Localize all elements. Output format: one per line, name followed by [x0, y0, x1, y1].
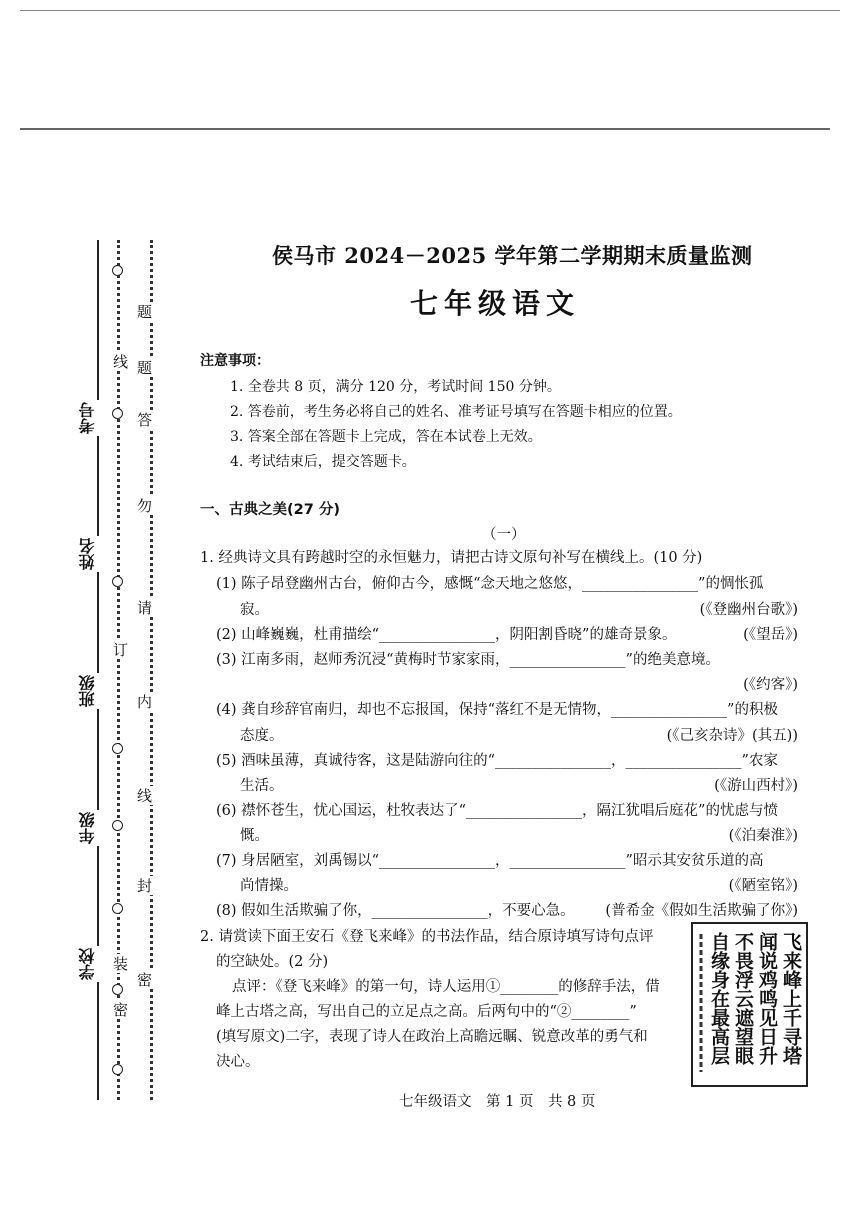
notes-heading: 注意事项：	[200, 353, 270, 369]
binding-hole	[112, 743, 123, 754]
binding-inner-char: 装	[111, 956, 129, 971]
q1-item-7: (7) 身居陋室，刘禹锡以“________________，________________”昭示其安贫乐道的高	[216, 853, 764, 869]
q1-item-2: (2) 山峰巍巍，杜甫描绘“________________，阴阳割昏晓”的雄奇景象。	[216, 627, 677, 643]
question-2-comment-cont: (填写原文)二字，表现了诗人在政治上高瞻远瞩、锐意改革的勇气和	[216, 1029, 648, 1045]
binding-hole	[112, 576, 123, 587]
binding-seal-char: 内	[135, 694, 153, 709]
q1-item-4-cont: 态度。	[240, 728, 284, 744]
calligraphy-artwork	[691, 922, 808, 1087]
binding-inner-char: 线	[111, 354, 129, 369]
q1-item-6: (6) 襟怀苍生，忧心国运，杜牧表达了“________________，隔江犹唱后庭花”的忧虑与愤	[216, 803, 778, 819]
question-2-stem-cont: 的空缺处。(2 分)	[216, 954, 329, 970]
question-2-stem: 2. 请赏读下面王安石《登飞来峰》的书法作品，结合原诗填写诗句点评	[200, 929, 654, 945]
class-field-label: 班级	[78, 675, 97, 707]
q1-item-1: (1) 陈子昂登幽州古台，俯仰古今，感慨“念天地之悠悠，________________”的惆怅孤	[216, 576, 764, 592]
calligraphy-column: 闻说鸡鸣见日升	[756, 932, 778, 1065]
q1-item-4: (4) 龚自珍辞官南归，却也不忘报国，保持“落红不是无情物，________________”的积极	[216, 702, 778, 718]
q1-item-1-cont: 寂。	[240, 602, 269, 618]
q1-item-1-source: (《登幽州台歌》)	[699, 602, 798, 618]
calligraphy-column: 飞来峰上千寻塔	[780, 932, 802, 1065]
binding-hole	[112, 903, 123, 914]
binding-seal-char: 题	[135, 304, 153, 319]
scan-edge-rule	[20, 128, 830, 130]
q1-item-7-cont: 尚情操。	[240, 878, 298, 894]
q1-item-7-source: (《陋室铭》)	[728, 878, 798, 894]
binding-hole	[112, 1064, 123, 1075]
binding-hole	[112, 265, 123, 276]
binding-seal-char: 密	[135, 972, 153, 987]
binding-inner-char: 密	[111, 1002, 129, 1017]
q1-item-4-source: (《己亥杂诗》(其五))	[666, 728, 798, 744]
q1-item-3-source: (《约客》)	[743, 677, 798, 693]
calligraphy-inscription	[696, 930, 706, 1080]
binding-seal-char: 题	[135, 360, 153, 375]
note-item: 2. 答卷前，考生务必将自己的姓名、准考证号填写在答题卡相应的位置。	[230, 404, 682, 420]
q1-item-5: (5) 酒味虽薄，真诚待客，这是陆游向往的“________________，________________”农家	[216, 753, 778, 769]
binding-seal-char: 封	[135, 878, 153, 893]
binding-hole	[112, 408, 123, 419]
school-field-label: 学校	[78, 948, 97, 980]
question-2-comment-cont: 峰上古塔之高，写出自己的立足点之高。后两句中的“②________”	[216, 1004, 637, 1020]
binding-seal-char: 答	[135, 412, 153, 427]
binding-seal-char: 线	[135, 788, 153, 803]
q1-item-6-source: (《泊秦淮》)	[728, 828, 798, 844]
q1-item-8-source: (普希金《假如生活欺骗了你》)	[605, 903, 798, 919]
q1-item-5-cont: 生活。	[240, 778, 284, 794]
binding-hole	[112, 984, 123, 995]
note-item: 3. 答案全部在答题卡上完成，答在本试卷上无效。	[230, 429, 542, 445]
note-item: 1. 全卷共 8 页，满分 120 分，考试时间 150 分钟。	[230, 379, 561, 395]
question-2-comment: 点评：《登飞来峰》的第一句，诗人运用①________的修辞手法，借	[232, 979, 660, 995]
note-item: 4. 考试结束后，提交答题卡。	[230, 454, 416, 470]
calligraphy-column: 不畏浮云遮望眼	[732, 932, 754, 1065]
scan-edge-top	[20, 10, 840, 11]
q1-item-8: (8) 假如生活欺骗了你，________________，不要心急。	[216, 903, 575, 919]
exam-number-field-label: 考号	[78, 402, 97, 434]
page-footer: 七年级语文 第 1 页 共 8 页	[399, 1094, 596, 1110]
q1-item-2-source: (《望岳》)	[743, 627, 798, 643]
part-label: （一）	[482, 527, 526, 543]
name-field-label: 姓名	[78, 538, 97, 570]
question-2-comment-cont: 决心。	[216, 1054, 260, 1070]
q1-item-3: (3) 江南多雨，赵师秀沉浸“黄梅时节家家雨，________________”的绝美意境。	[216, 652, 720, 668]
binding-margin	[70, 240, 170, 1110]
binding-seal-char: 勿	[135, 498, 153, 513]
binding-hole	[112, 820, 123, 831]
exam-subject: 七年级语文	[410, 287, 581, 320]
q1-item-5-source: (《游山西村》)	[714, 778, 798, 794]
question-1-stem: 1. 经典诗文具有跨越时空的永恒魅力，请把古诗文原句补写在横线上。(10 分)	[200, 550, 703, 566]
binding-seal-char: 请	[135, 600, 153, 615]
binding-inner-char: 订	[111, 642, 129, 657]
exam-title: 侯马市 2024－2025 学年第二学期期末质量监测	[272, 243, 753, 268]
q1-item-6-cont: 慨。	[240, 828, 269, 844]
section-heading: 一、古典之美(27 分)	[200, 502, 340, 518]
grade-field-label: 年级	[78, 812, 97, 844]
calligraphy-column: 自缘身在最高层	[708, 932, 730, 1065]
